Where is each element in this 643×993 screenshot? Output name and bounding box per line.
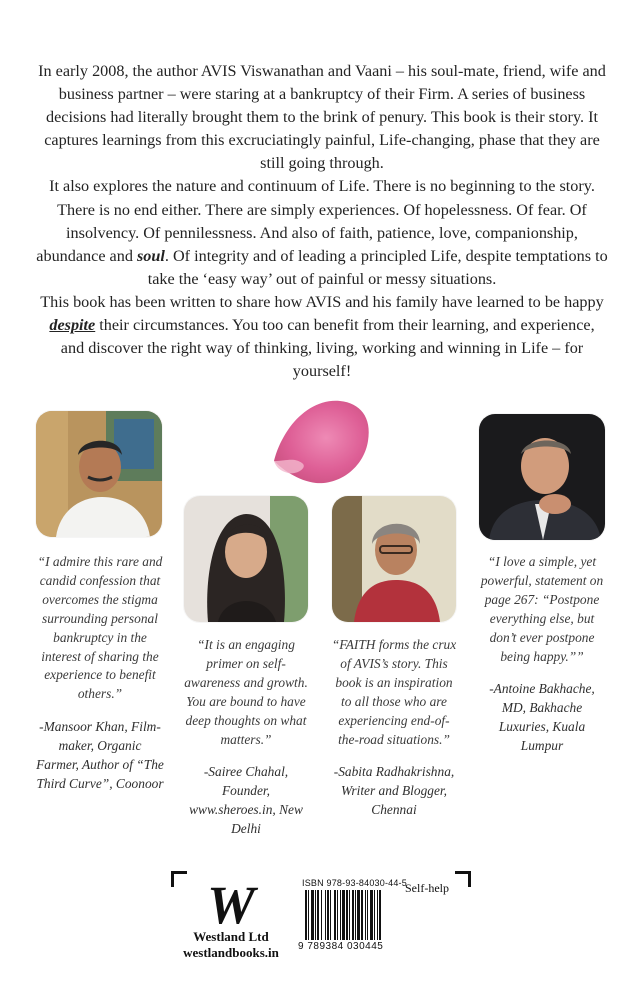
testimonial-attribution: -Mansoor Khan, Film-maker, Organic Farmer, Author of “The Third Curve”, Coonoor	[36, 719, 164, 791]
barcode-bar	[352, 890, 354, 940]
testimonial-attribution: -Antoine Bakhache, MD, Bakhache Luxuries, Kuala Lumpur	[489, 681, 595, 754]
barcode-bar	[355, 890, 356, 940]
barcode-bar	[365, 890, 366, 940]
sairee-chahal-photo	[184, 496, 308, 622]
barcode-bar	[337, 890, 338, 940]
testimonial-mansoor-khan	[36, 553, 164, 794]
barcode-bar	[325, 890, 326, 940]
barcode-bar	[315, 890, 316, 940]
barcode-bar	[305, 890, 307, 940]
barcode-bar	[342, 890, 345, 940]
testimonial-attribution: -Sairee Chahal, Founder, www.sheroes.in, New Delhi	[189, 764, 303, 837]
crop-mark-right	[455, 871, 471, 887]
barcode-bar	[377, 890, 378, 940]
barcode-bar	[367, 890, 368, 940]
barcode-icon	[305, 890, 404, 940]
testimonial-attribution: -Sabita Radhakrishna, Writer and Blogger, Chennai	[333, 764, 455, 818]
testimonial-quote: “FAITH forms the crux of AVIS’s story. This book is an inspiration to all those who are experiencing end-of-the-road situations.”	[331, 637, 457, 747]
barcode-bar	[327, 890, 329, 940]
testimonial-quote: “I love a simple, yet powerful, statement on page 267: “Postpone everything else, but don’t ever postpone being happy.””	[480, 554, 604, 664]
barcode-bar	[374, 890, 375, 940]
barcode-bar	[317, 890, 319, 940]
blurb-soul-emphasis: soul	[136, 246, 165, 265]
barcode-bar	[340, 890, 341, 940]
isbn-barcode-digits: 9 789384 030445	[298, 941, 384, 952]
barcode-bar	[357, 890, 360, 940]
blurb-paragraph-1: In early 2008, the author AVIS Viswanathan and Vaani – his soul-mate, friend, wife and business partner – were staring at a bankruptcy of their Firm. A series of business decisions had literally brought them to the brink of penury. This book is their story. It captures learnings from this excruciatingly painful, Life-changing, phase that they are still going through.	[38, 62, 606, 173]
back-cover-blurb	[36, 60, 608, 383]
blurb-despite-emphasis: despite	[49, 316, 96, 335]
barcode-bar	[349, 890, 350, 940]
testimonial-antoine-bakhache	[477, 553, 607, 756]
blurb-paragraph-2-end: . Of integrity and of leading a principled Life, despite temptations to take the ‘easy way’ out of painful or messy situations.	[147, 246, 608, 288]
mansoor-khan-photo	[36, 411, 162, 537]
isbn-label: ISBN 978-93-84030-44-5	[302, 878, 407, 888]
barcode-bar	[370, 890, 373, 940]
testimonial-quote: “I admire this rare and candid confession that overcomes the stigma surrounding personal bankruptcy in the interest of sharing the experience to benefit others.”	[37, 554, 163, 702]
sabita-radhakrishna-photo	[332, 496, 456, 622]
barcode-bar	[311, 890, 314, 940]
barcode-bar	[308, 890, 309, 940]
barcode-bar	[330, 890, 331, 940]
crop-mark-left	[171, 871, 187, 887]
blurb-paragraph-3-start: This book has been written to share how AVIS and his family have learned to be happy	[40, 292, 604, 311]
rose-petal-illustration	[268, 397, 374, 489]
antoine-bakhache-photo	[479, 414, 605, 540]
barcode-bar	[346, 890, 348, 940]
westland-logo-icon	[190, 879, 272, 929]
blurb-paragraph-3-end: their circumstances. You too can benefit from their learning, and experience, and discover the right way of thinking, living, working and winning in Life – for yourself!	[60, 316, 595, 381]
blurb-paragraph-3	[36, 291, 608, 383]
testimonial-sabita-radhakrishna	[329, 636, 459, 820]
category-label: Self-help	[405, 881, 449, 895]
publisher-website: westlandbooks.in	[183, 945, 279, 960]
blurb-paragraph-2	[36, 175, 608, 290]
blurb-paragraph-2-start: It also explores the nature and continuum of Life. There is no beginning to the story. There is no end either. There are simply experiences. Of hopelessness. Of fear. Of insolvency. Of pennilessness. And also of faith, patience, love, companionship, abundance and	[36, 177, 595, 265]
barcode-bar	[334, 890, 336, 940]
barcode-bar	[321, 890, 322, 940]
barcode-bar	[379, 890, 381, 940]
publisher-name: Westland Ltd	[193, 929, 269, 944]
testimonial-sairee-chahal	[180, 636, 312, 839]
testimonial-quote: “It is an engaging primer on self-awareness and growth. You are bound to have deep thoughts on what matters.”	[184, 637, 308, 747]
barcode-bar	[361, 890, 363, 940]
westland-logo-letter: W	[206, 879, 256, 929]
